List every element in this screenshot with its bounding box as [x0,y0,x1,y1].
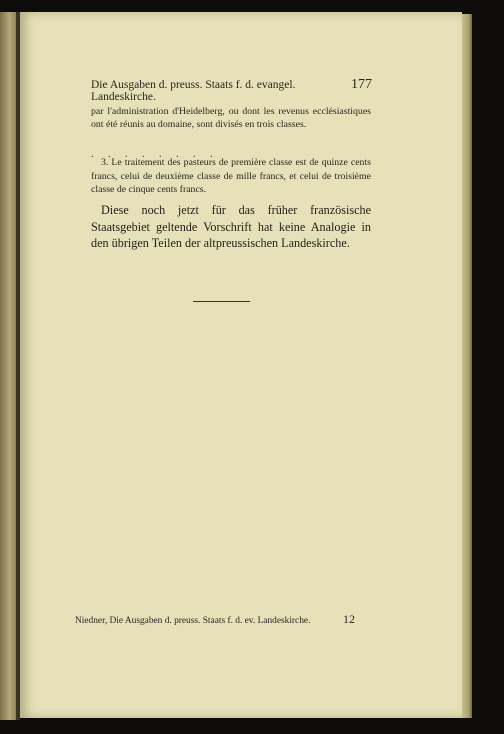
running-head-title: Die Ausgaben d. preuss. Staats f. d. evangel. Landeskirche. [91,79,296,103]
page-footer [75,612,355,627]
left-page-edge [0,12,16,720]
french-paragraph-1: par l'administration d'Heidelberg, ou dont les revenus ecclésiastiques ont été réunis au domaine, sont divisés en trois classes. [91,106,371,130]
page-stack-edge [462,14,472,718]
ellipsis-dots: . . . . . . . . [91,149,219,160]
running-head [91,77,372,103]
page-number: 177 [351,77,372,92]
french-paragraph-3: 3. Le traitement des pasteurs de première classe est de quinze cents francs, celui de deuxième classe de mille francs, et celui de troisième classe de cinque cents francs. [91,157,371,195]
signature-mark: 12 [343,612,355,626]
footer-text: Niedner, Die Ausgaben d. preuss. Staats f. d. ev. Landeskirche. [75,616,311,626]
section-rule [193,301,250,302]
german-paragraph: Diese noch jetzt für das früher französische Staatsgebiet geltende Vorschrift hat keine Analogie in den übrigen Teilen der altpreussischen Landeskirche. [91,203,371,250]
